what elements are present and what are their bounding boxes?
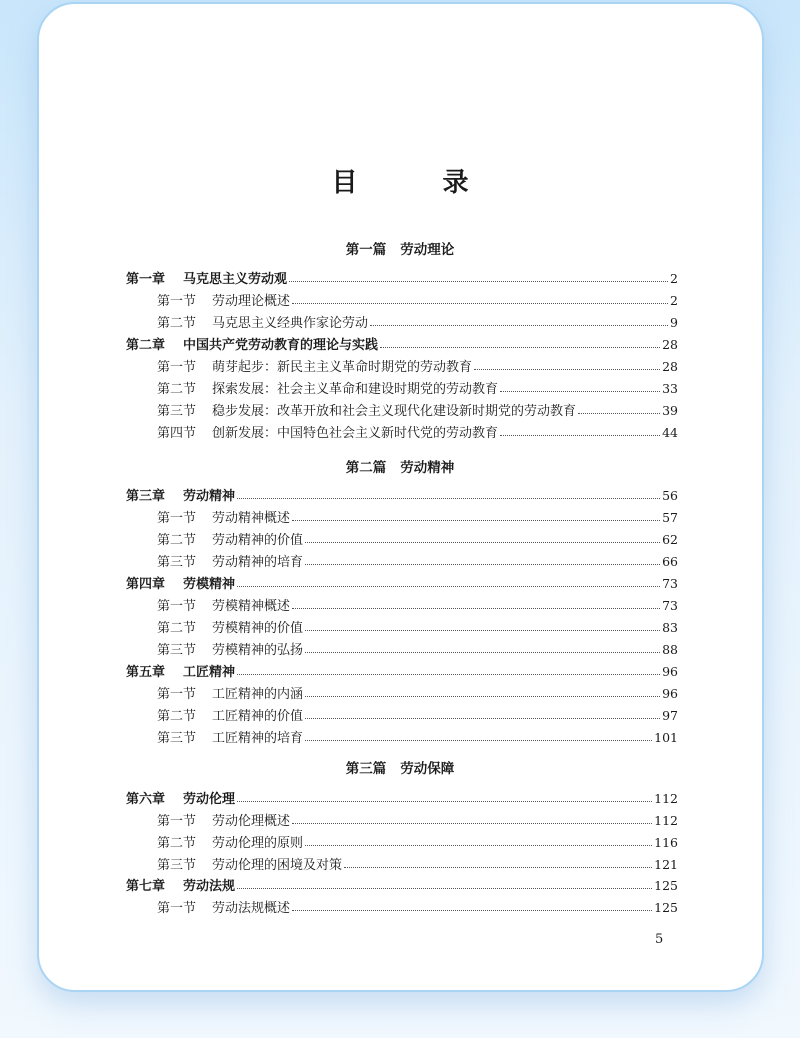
entry-number: 第二章 (126, 338, 166, 353)
toc-section-entry[interactable] (126, 551, 678, 571)
entry-page: 66 (662, 554, 678, 569)
entry-number: 第七章 (126, 879, 166, 894)
dot-leader (305, 740, 652, 741)
entry-page: 97 (662, 708, 678, 723)
entry-page: 44 (662, 425, 678, 440)
entry-page: 9 (670, 315, 678, 330)
toc-section-entry[interactable] (126, 312, 678, 332)
entry-title: 劳模精神的价值 (212, 621, 304, 636)
entry-page: 112 (654, 791, 678, 806)
entry-number: 第一节 (157, 599, 197, 614)
part-heading (0, 456, 800, 476)
toc-chapter-entry[interactable] (126, 573, 678, 593)
entry-number: 第二节 (157, 316, 197, 331)
entry-page: 73 (662, 598, 678, 613)
dot-leader (305, 696, 660, 697)
entry-title: 工匠精神的价值 (212, 709, 304, 724)
entry-title: 劳动法规概述 (212, 901, 291, 916)
entry-number: 第三节 (157, 555, 197, 570)
toc-chapter-entry[interactable] (126, 485, 678, 505)
part-title: 劳动理论 (400, 242, 455, 258)
entry-page: 2 (670, 293, 678, 308)
toc-section-entry[interactable] (126, 400, 678, 420)
dot-leader (292, 823, 652, 824)
entry-number: 第四章 (126, 577, 166, 592)
dot-leader (474, 369, 660, 370)
entry-title: 劳动理论概述 (212, 294, 291, 309)
entry-number: 第三节 (157, 643, 197, 658)
entry-page: 112 (654, 813, 678, 828)
dot-leader (578, 413, 660, 414)
entry-page: 96 (662, 664, 678, 679)
toc-section-entry[interactable] (126, 378, 678, 398)
entry-page: 88 (662, 642, 678, 657)
toc-chapter-entry[interactable] (126, 334, 678, 354)
entry-page: 62 (662, 532, 678, 547)
entry-number: 第一章 (126, 272, 166, 287)
toc-chapter-entry[interactable] (126, 268, 678, 288)
entry-title: 马克思主义劳动观 (183, 272, 288, 287)
entry-page: 57 (662, 510, 678, 525)
entry-title: 劳动伦理 (183, 792, 236, 807)
entry-page: 83 (662, 620, 678, 635)
entry-title: 劳动伦理概述 (212, 814, 291, 829)
toc-section-entry[interactable] (126, 639, 678, 659)
entry-title: 探索发展：社会主义革命和建设时期党的劳动教育 (212, 382, 499, 397)
toc-section-entry[interactable] (126, 854, 678, 874)
entry-number: 第一节 (157, 294, 197, 309)
entry-number: 第二节 (157, 533, 197, 548)
dot-leader (292, 910, 652, 911)
toc-section-entry[interactable] (126, 507, 678, 527)
entry-number: 第三节 (157, 404, 197, 419)
entry-page: 116 (654, 835, 678, 850)
entry-page: 125 (654, 900, 678, 915)
entry-number: 第一节 (157, 360, 197, 375)
toc-section-entry[interactable] (126, 529, 678, 549)
entry-number: 第三节 (157, 858, 197, 873)
part-label: 第三篇 (345, 761, 387, 777)
entry-title: 稳步发展：改革开放和社会主义现代化建设新时期党的劳动教育 (212, 404, 577, 419)
dot-leader (237, 888, 652, 889)
entry-title: 马克思主义经典作家论劳动 (212, 316, 369, 331)
entry-number: 第三节 (157, 731, 197, 746)
entry-page: 28 (662, 337, 678, 352)
entry-page: 33 (662, 381, 678, 396)
toc-section-entry[interactable] (126, 356, 678, 376)
toc-section-entry[interactable] (126, 595, 678, 615)
entry-page: 96 (662, 686, 678, 701)
dot-leader (344, 867, 652, 868)
entry-title: 工匠精神 (183, 665, 236, 680)
entry-title: 劳模精神的弘扬 (212, 643, 304, 658)
entry-page: 121 (654, 857, 678, 872)
toc-title: 目 录 (331, 168, 507, 198)
toc-chapter-entry[interactable] (126, 875, 678, 895)
dot-leader (305, 718, 660, 719)
toc-section-entry[interactable] (126, 683, 678, 703)
dot-leader (500, 435, 660, 436)
entry-page: 39 (662, 403, 678, 418)
toc-section-entry[interactable] (126, 832, 678, 852)
dot-leader (237, 586, 660, 587)
entry-number: 第一节 (157, 901, 197, 916)
dot-leader (292, 520, 660, 521)
dot-leader (305, 845, 652, 846)
entry-title: 萌芽起步：新民主主义革命时期党的劳动教育 (212, 360, 473, 375)
dot-leader (305, 564, 660, 565)
entry-title: 劳动精神的培育 (212, 555, 304, 570)
entry-title: 劳动伦理的困境及对策 (212, 858, 343, 873)
entry-number: 第二节 (157, 709, 197, 724)
toc-section-entry[interactable] (126, 727, 678, 747)
dot-leader (500, 391, 660, 392)
dot-leader (305, 630, 660, 631)
dot-leader (237, 498, 660, 499)
toc-chapter-entry[interactable] (126, 788, 678, 808)
toc-section-entry[interactable] (126, 705, 678, 725)
entry-page: 28 (662, 359, 678, 374)
entry-page: 73 (662, 576, 678, 591)
dot-leader (292, 303, 668, 304)
part-label: 第一篇 (345, 242, 387, 258)
part-title: 劳动精神 (400, 460, 455, 476)
dot-leader (237, 674, 660, 675)
part-heading (0, 238, 800, 258)
dot-leader (380, 347, 660, 348)
entry-title: 工匠精神的培育 (212, 731, 304, 746)
dot-leader (289, 281, 668, 282)
entry-number: 第四节 (157, 426, 197, 441)
toc-chapter-entry[interactable] (126, 661, 678, 681)
entry-title: 创新发展：中国特色社会主义新时代党的劳动教育 (212, 426, 499, 441)
dot-leader (370, 325, 668, 326)
dot-leader (305, 542, 660, 543)
entry-page: 125 (654, 878, 678, 893)
dot-leader (237, 801, 652, 802)
entry-page: 2 (670, 271, 678, 286)
entry-title: 劳动伦理的原则 (212, 836, 304, 851)
entry-number: 第二节 (157, 382, 197, 397)
toc-section-entry[interactable] (126, 810, 678, 830)
entry-title: 劳动精神 (183, 489, 236, 504)
entry-title: 劳动法规 (183, 879, 236, 894)
part-title: 劳动保障 (400, 761, 455, 777)
entry-number: 第一节 (157, 814, 197, 829)
entry-number: 第二节 (157, 836, 197, 851)
entry-number: 第三章 (126, 489, 166, 504)
page-number: 5 (655, 932, 664, 947)
part-heading (0, 757, 800, 777)
entry-number: 第六章 (126, 792, 166, 807)
entry-title: 劳模精神 (183, 577, 236, 592)
part-label: 第二篇 (345, 460, 387, 476)
toc-section-entry[interactable] (126, 617, 678, 637)
entry-number: 第一节 (157, 687, 197, 702)
entry-number: 第二节 (157, 621, 197, 636)
toc-section-entry[interactable] (126, 290, 678, 310)
dot-leader (305, 652, 660, 653)
entry-number: 第一节 (157, 511, 197, 526)
dot-leader (292, 608, 660, 609)
entry-title: 中国共产党劳动教育的理论与实践 (183, 338, 379, 353)
entry-title: 劳模精神概述 (212, 599, 291, 614)
entry-title: 工匠精神的内涵 (212, 687, 304, 702)
entry-page: 101 (654, 730, 678, 745)
entry-number: 第五章 (126, 665, 166, 680)
toc-section-entry[interactable] (126, 897, 678, 917)
entry-title: 劳动精神概述 (212, 511, 291, 526)
toc-section-entry[interactable] (126, 422, 678, 442)
entry-page: 56 (662, 488, 678, 503)
entry-title: 劳动精神的价值 (212, 533, 304, 548)
